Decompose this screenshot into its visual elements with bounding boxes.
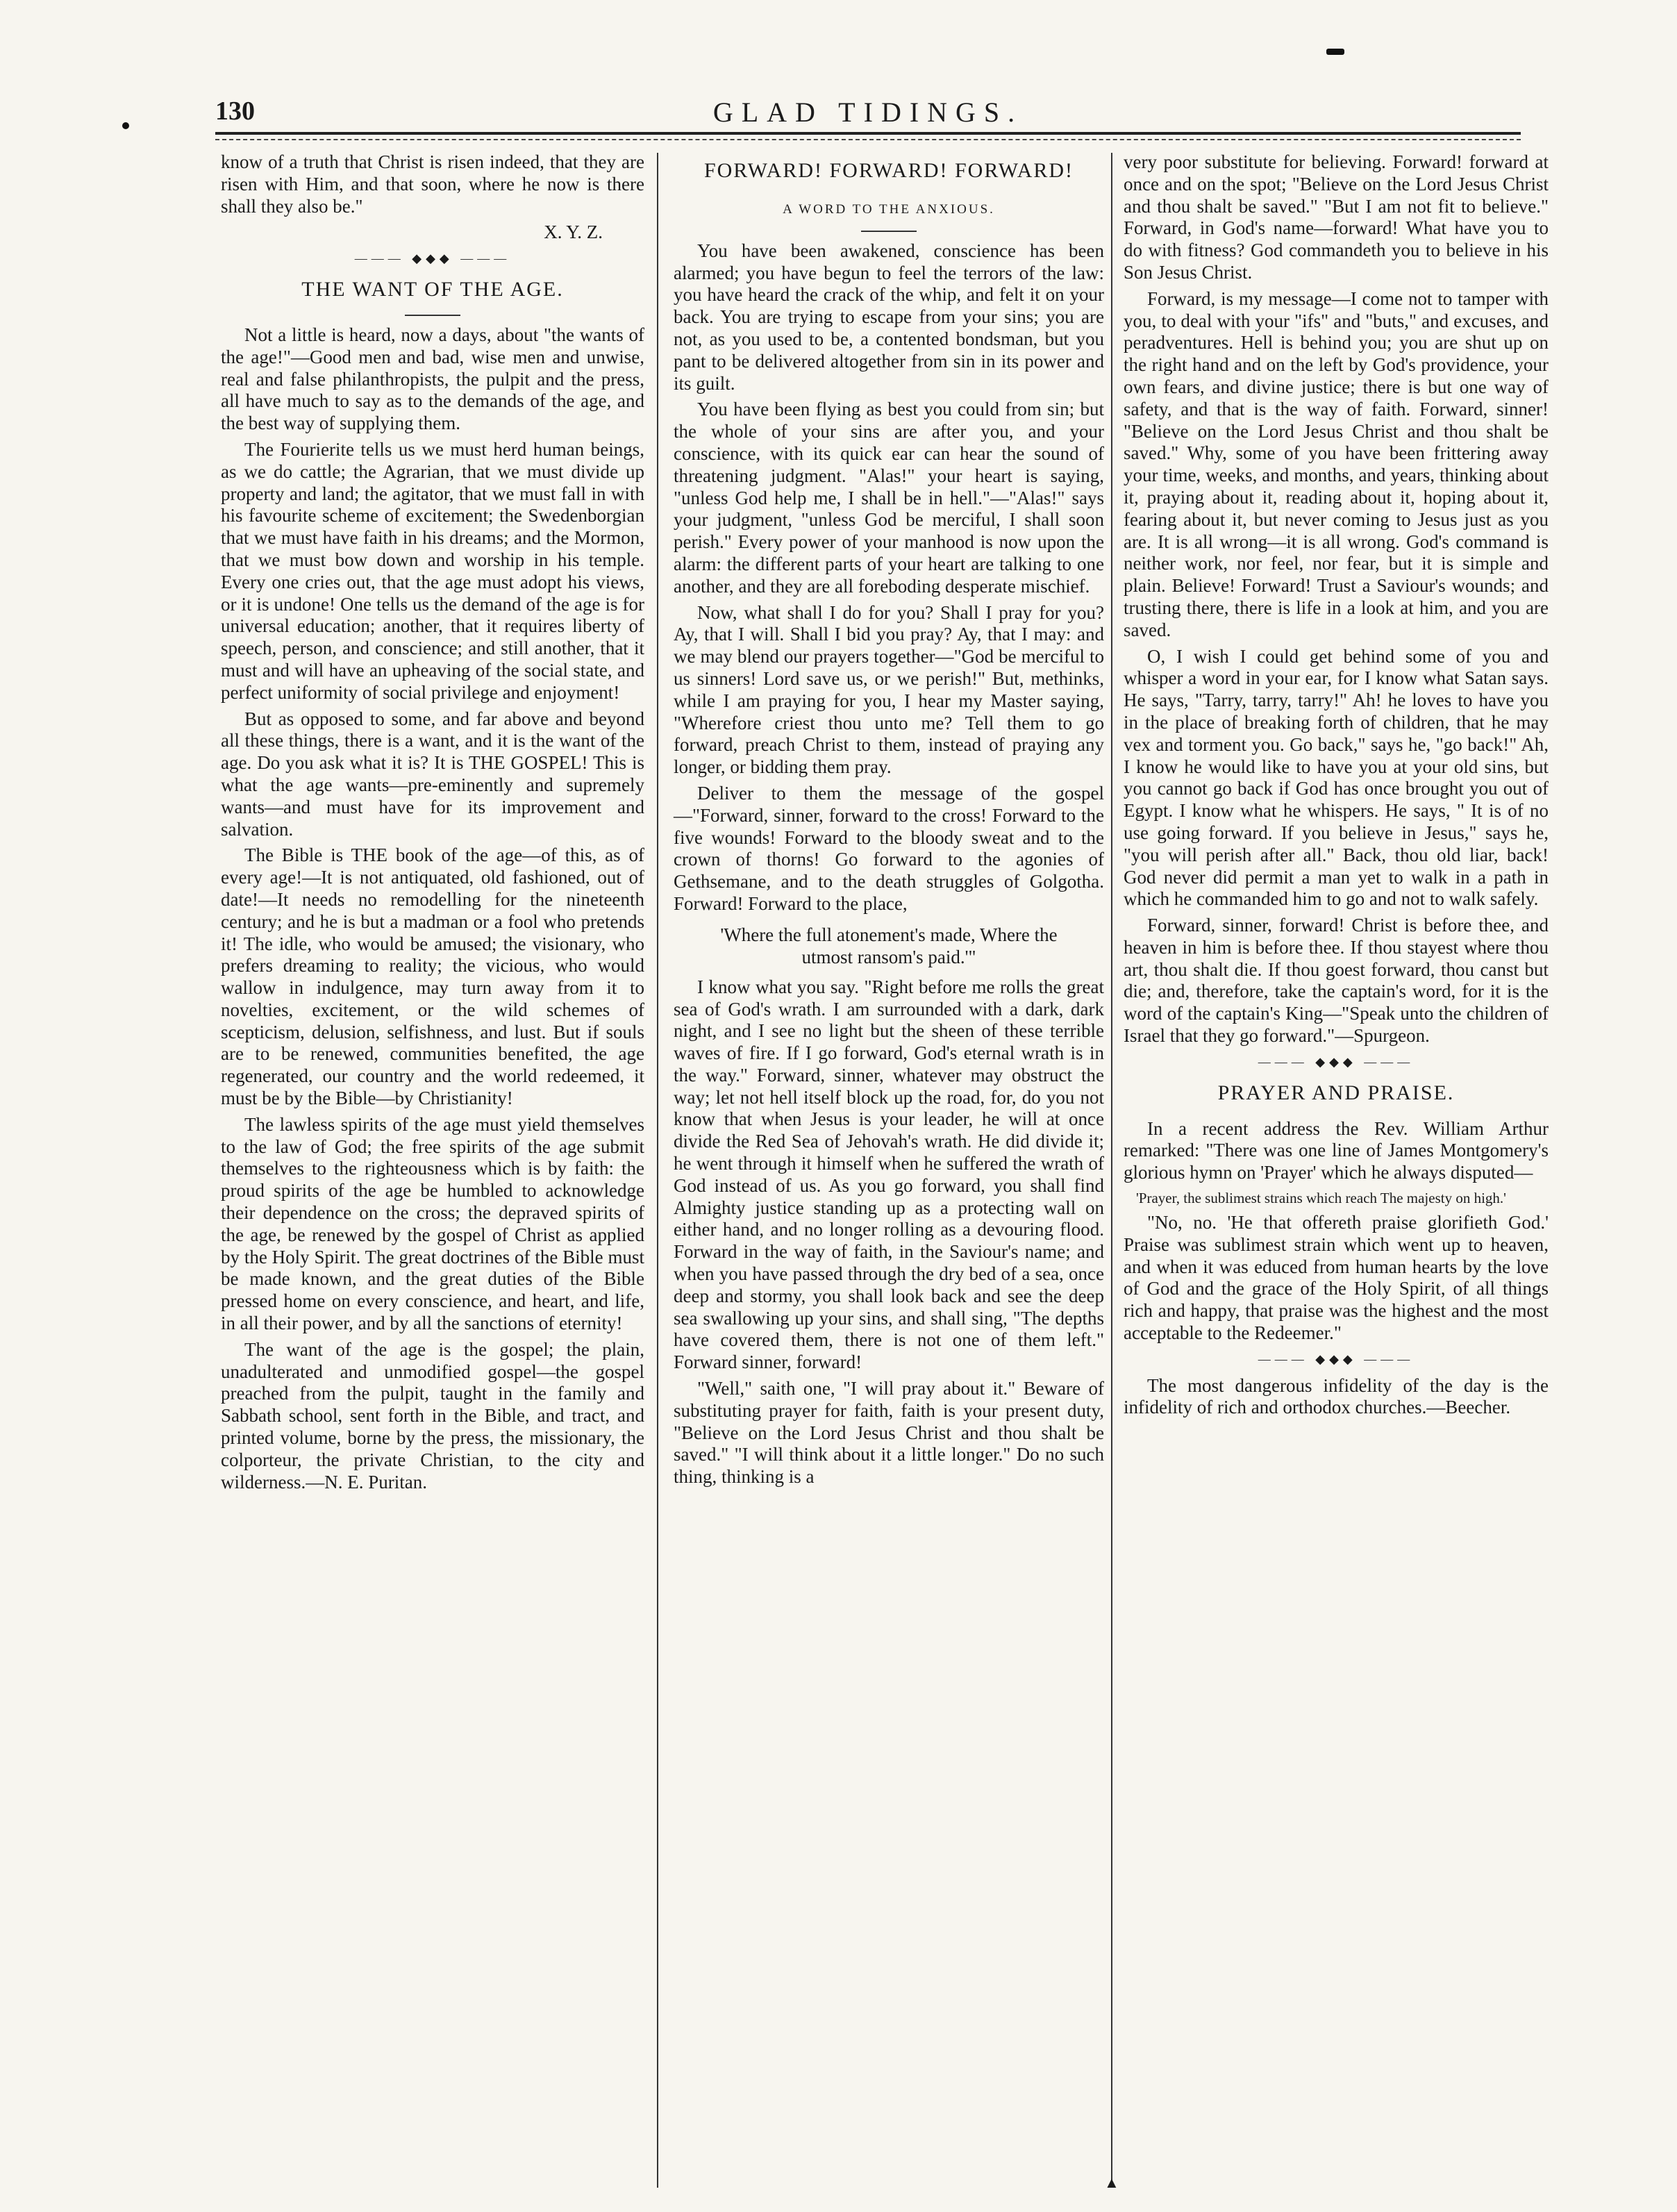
column-2 <box>674 151 1104 1492</box>
paragraph: The want of the age is the gospel; the plain, unadulterated and unmodified gospel—the gospel preached from the pulpit, taught in the family and Sabbath school, sent forth in the Bible, and tract, and printed volume, borne by the press, the missionary, the colporteur, the private Christian, to the city and wilderness.—N. E. Puritan. <box>221 1338 644 1492</box>
footer-mark: ▲ <box>1104 2174 1119 2191</box>
signature: X. Y. Z. <box>544 222 603 243</box>
paragraph: The Fourierite tells us we must herd human beings, as we do cattle; the Agrarian, that we must divide up property and land; the agitator, that we must fall in with his favourite scheme of excitement; the Swedenborgian that we must have faith in his dreams; and the Mormon, that we must bow down and worship in his temple. Every one cries out, that the age must adopt his views, or it is undone! One tells us the demand of the age is for universal education; another, that it requires liberty of speech, person, and conscience; and still another, that it must and will have an upheaving of the social state, and perfect uniformity of social privilege and enjoyment! <box>221 438 644 703</box>
column-divider <box>1111 153 1112 2188</box>
hymn-quote: 'Where the full atonement's made, Where the utmost ransom's paid.'" <box>720 924 1058 967</box>
ink-mark <box>1326 49 1344 55</box>
column-1 <box>221 151 644 1497</box>
paragraph: Now, what shall I do for you? Shall I pray for you? Ay, that I will. Shall I bid you pray? Ay, that I may: and we may blend our prayers together—"God be merciful to us sinners! Lord save us, or we perish!" But, methinks, while I am praying for you, I hear my Master saying, "Wherefore criest thou unto me? Tell them to go forward, preach Christ to them, instead of praying any longer, or bidding them pray. <box>674 601 1104 778</box>
paragraph: You have been flying as best you could from sin; but the whole of your sins are after you, and your conscience, with its quick ear can hear the sound of threatening judgment. "Alas!" your heart is saying, "unless God help me, I shall be in hell."—"Alas!" says your judgment, "unless God be merciful, I shall soon perish." Every power of your manhood is now upon the alarm: the different parts of your heart are talking to one another, and they are all foreboding desperate mischief. <box>674 399 1104 597</box>
article-title: THE WANT OF THE AGE. <box>301 277 564 301</box>
paragraph: "Well," saith one, "I will pray about it." Beware of substituting prayer for faith, faith is your present duty, "Believe on the Lord Jesus Christ and thou shalt be saved." "I will think about it a little longer." Do no such thing, thinking is a <box>674 1378 1104 1488</box>
paragraph: Forward, is my message—I come not to tamper with you, to deal with your "ifs" and "buts," and excuses, and peradventures. Hell is behind you; you are shut up on the right hand and on the left by God's providence, your own fears, and divine justice; there is but one way of safety, and that is the way of faith. Forward, sinner! "Believe on the Lord Jesus Christ and thou shalt be saved." Why, some of you have been frittering away your time, weeks, and months, and years, thinking about it, praying about it, reading about it, hoping about it, fearing about it, but never coming to Jesus just as you are. It is all wrong—it is all wrong. God's command is neither work, nor feel, nor fear, but it is simple and plain. Believe! Forward! Trust a Saviour's wounds; and trusting there, there is life in a look at him, and you are saved. <box>1124 288 1549 640</box>
paragraph: "No, no. 'He that offereth praise glorifieth God.' Praise was sublimest strain which went up to heaven, and when it was educed from human hearts by the love of God and the grace of the Holy Spirit, of all things rich and happy, that praise was the highest and the most acceptable to the Redeemer." <box>1124 1212 1549 1344</box>
paragraph: I know what you say. "Right before me rolls the great sea of God's wrath. I am surrounded with a dark, dark night, and I see no light but the sheen of these terrible waves of fire. If I go forward, God's eternal wrath is in the way." Forward, sinner, whatever may obstruct the way; let not hell itself block up the road, for, do you not know that when Jesus is your leader, he will at once divide the Red Sea of Jehovah's wrath. He did divide it; he went through it himself when he suffered the wrath of God instead of us. As you go forward, you shall find Almighty justice standing up as a protecting wall on either hand, and no longer rolling as a devouring flood. Forward in the way of faith, in the Saviour's name; and when you have passed through the dry bed of a sea, once deep and stormy, you shall look back and see the deep sea swallowing up your sins, and shall sing, "The depths have covered them, there is not one of them left." Forward sinner, forward! <box>674 976 1104 1373</box>
article-subtitle: A WORD TO THE ANXIOUS. <box>783 202 995 217</box>
paragraph: Deliver to them the message of the gospel—"Forward, sinner, forward to the cross! Forward to the five wounds! Forward to the bloody sweat and to the crown of thorns! Go forward to the agonies of Gethsemane, and to the death struggles of Golgotha. Forward! Forward to the place, <box>674 782 1104 914</box>
short-rule <box>861 231 917 232</box>
margin-dot <box>122 122 129 129</box>
paragraph: know of a truth that Christ is risen indeed, that they are risen with Him, and that soon, where he now is there shall they also be." <box>221 151 644 217</box>
paragraph: But as opposed to some, and far above and beyond all these things, there is a want, and it is the want of the age. Do you ask what it is? It is THE GOSPEL! This is what the age wants—pre-eminently and supremely wants—and must have for its improvement and salvation. <box>221 708 644 840</box>
masthead: GLAD TIDINGS. <box>712 97 1024 128</box>
page-header <box>215 96 1521 136</box>
ornament-divider: ——— ◆◆◆ ——— <box>354 251 511 266</box>
paragraph: The lawless spirits of the age must yield themselves to the law of God; the free spirits of the age submit themselves to the righteousness which is by faith: the proud spirits of the age be humbled to acknowledge their dependence on the cross; the depraved spirits of the age, be renewed by the gospel of Christ as applied by the Holy Spirit. The great doctrines of the Bible must be made known, and the great duties of the Bible pressed home on every conscience, and heart, and life, in all their power, and by all the sanctions of eternity! <box>221 1113 644 1334</box>
short-rule <box>405 315 460 316</box>
ornament-divider: ——— ◆◆◆ ——— <box>1258 1352 1415 1366</box>
ornament-divider: ——— ◆◆◆ ——— <box>1258 1054 1415 1069</box>
paragraph: You have been awakened, conscience has been alarmed; you have begun to feel the terrors of the law: you have heard the crack of the whip, and felt it on your back. You are trying to escape from your sins; you are not, as you used to be, a contented bondsman, but you pant to be delivered altogether from sin in its power and its guilt. <box>674 240 1104 394</box>
column-3 <box>1124 151 1549 1423</box>
paragraph: In a recent address the Rev. William Arthur remarked: "There was one line of James Montgomery's glorious hymn on 'Prayer' which he always disputed— <box>1124 1117 1549 1183</box>
header-rule-dashed <box>215 139 1521 140</box>
page-number: 130 <box>215 97 255 126</box>
paragraph: Forward, sinner, forward! Christ is before thee, and heaven in him is before thee. If thou stayest where thou art, thou shalt die. If thou goest forward, thou canst but die; and, therefore, take the captain's word, for it is the word of the captain's King—"Speak unto the children of Israel that they go forward."—Spurgeon. <box>1124 915 1549 1047</box>
hymn-quote: 'Prayer, the sublimest strains which reach The majesty on high.' <box>1136 1190 1506 1207</box>
paragraph: O, I wish I could get behind some of you and whisper a word in your ear, for I know what Satan says. He says, "Tarry, tarry, tarry!" Ah! he loves to have you in the place of breaking forth of children, that he may vex and torment you. Go back," says he, "go back!" Ah, I know he would like to have you at your old sins, but you cannot go back if God has once brought you out of Egypt. I know what he whispers. He says, " It is of no use going forward. If you believe in Jesus," says he, "you will perish after all." Back, thou old liar, back! God never did permit a man yet to walk in a path in which he commanded him to go and not to walk safely. <box>1124 645 1549 910</box>
paragraph: The most dangerous infidelity of the day is the infidelity of rich and orthodox churches.—Beecher. <box>1124 1374 1549 1418</box>
article-title: FORWARD! FORWARD! FORWARD! <box>703 159 1074 182</box>
header-rule <box>215 132 1521 135</box>
paragraph: Not a little is heard, now a days, about "the wants of the age!"—Good men and bad, wise men and unwise, real and false philanthropists, the pulpit and the press, all have much to say as to the demands of the age, and the best way of supplying them. <box>221 324 644 434</box>
column-divider <box>657 153 658 2188</box>
article-title: PRAYER AND PRAISE. <box>1217 1081 1455 1104</box>
paragraph: very poor substitute for believing. Forward! forward at once and on the spot; "Believe on the Lord Jesus Christ and thou shalt be saved." "But I am not fit to believe." Forward, in God's name—forward! What have you to do with fitness? God commandeth you to believe in his Son Jesus Christ. <box>1124 151 1549 283</box>
paragraph: The Bible is THE book of the age—of this, as of every age!—It is not antiquated, old fashioned, out of date!—It needs no remodelling for the nineteenth century; and he is but a madman or a fool who pretends it! The idle, who would be amused; the visionary, who prefers dreaming to reality; the vicious, who would wallow in indulgence, may turn away from it to novelties, excitement, or the wild schemes of scepticism, delusion, selfishness, and lust. But if souls are to be renewed, communities benefited, the age regenerated, our country and the world redeemed, it must be by the Bible—by Christianity! <box>221 845 644 1109</box>
